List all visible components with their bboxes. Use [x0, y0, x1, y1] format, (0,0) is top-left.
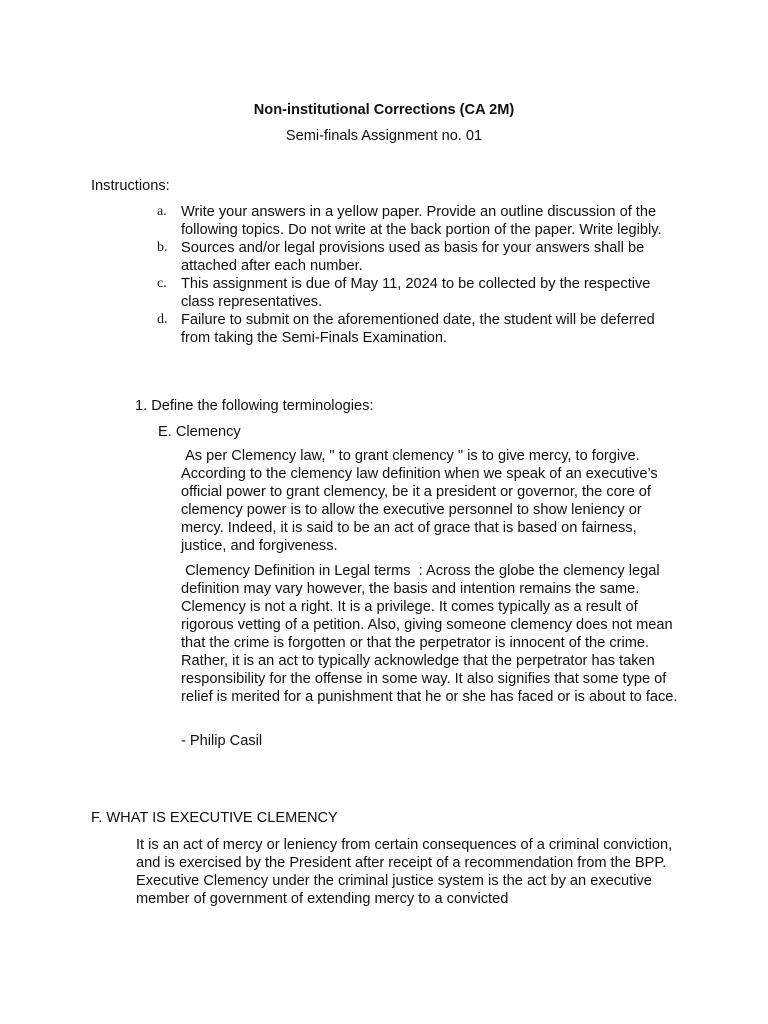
instruction-item — [157, 311, 687, 347]
instructions-label: Instructions: — [91, 178, 170, 194]
instruction-letter: d. — [157, 312, 168, 327]
section-e-author: - Philip Casil — [181, 733, 263, 749]
instruction-item — [157, 275, 687, 311]
instruction-text: Failure to submit on the aforementioned date, the student will be deferred from taking the Semi-Finals Examination. — [181, 312, 655, 346]
instruction-letter: c. — [157, 276, 167, 291]
instruction-item — [157, 203, 687, 239]
document-title: Non-institutional Corrections (CA 2M) — [253, 102, 515, 118]
instruction-text: Sources and/or legal provisions used as basis for your answers shall be attached after each number. — [181, 240, 645, 274]
section-e-paragraph-2: Clemency Definition in Legal terms : Across the globe the clemency legal definition may vary however, the basis and intention remains the same. Clemency is not a right. It is a privilege. It comes typically as a result of rigorous vetting of a petition. Also, giving someone clemency does not mean that the crime is forgotten or that the perpetrator is innocent of the crime. Rather, it is an act to typically acknowledge that the perpetrator has taken responsibility for the offense in some way. It also signifies that some type of relief is merited for a punishment that he or she has faced or is about to face. — [181, 563, 678, 705]
instruction-item — [157, 239, 687, 275]
instruction-text: Write your answers in a yellow paper. Provide an outline discussion of the following topics. Do not write at the back portion of the paper. Write legibly. — [181, 204, 662, 238]
document-subtitle: Semi-finals Assignment no. 01 — [285, 128, 483, 144]
section-e-heading: E. Clemency — [158, 424, 241, 440]
instruction-text: This assignment is due of May 11, 2024 to be collected by the respective class representatives. — [181, 276, 651, 310]
section-f-heading: F. WHAT IS EXECUTIVE CLEMENCY — [91, 810, 338, 826]
instruction-letter: a. — [157, 204, 167, 219]
instruction-letter: b. — [157, 240, 168, 255]
section-f-body: It is an act of mercy or leniency from certain consequences of a criminal conviction, and is exercised by the President after receipt of a recommendation from the BPP. Executive Clemency under the criminal justice system is the act by an executive member of government of extending mercy to a convicted — [136, 837, 673, 907]
instructions-list — [157, 203, 687, 347]
section-e-paragraph-1: As per Clemency law, " to grant clemency " is to give mercy, to forgive. According to the clemency law definition when we speak of an executive’s official power to grant clemency, be it a president or governor, the core of clemency power is to allow the executive personnel to show leniency or mercy. Indeed, it is said to be an act of grace that is based on fairness, justice, and forgiveness. — [181, 448, 662, 554]
question-1: 1. Define the following terminologies: — [135, 398, 374, 414]
